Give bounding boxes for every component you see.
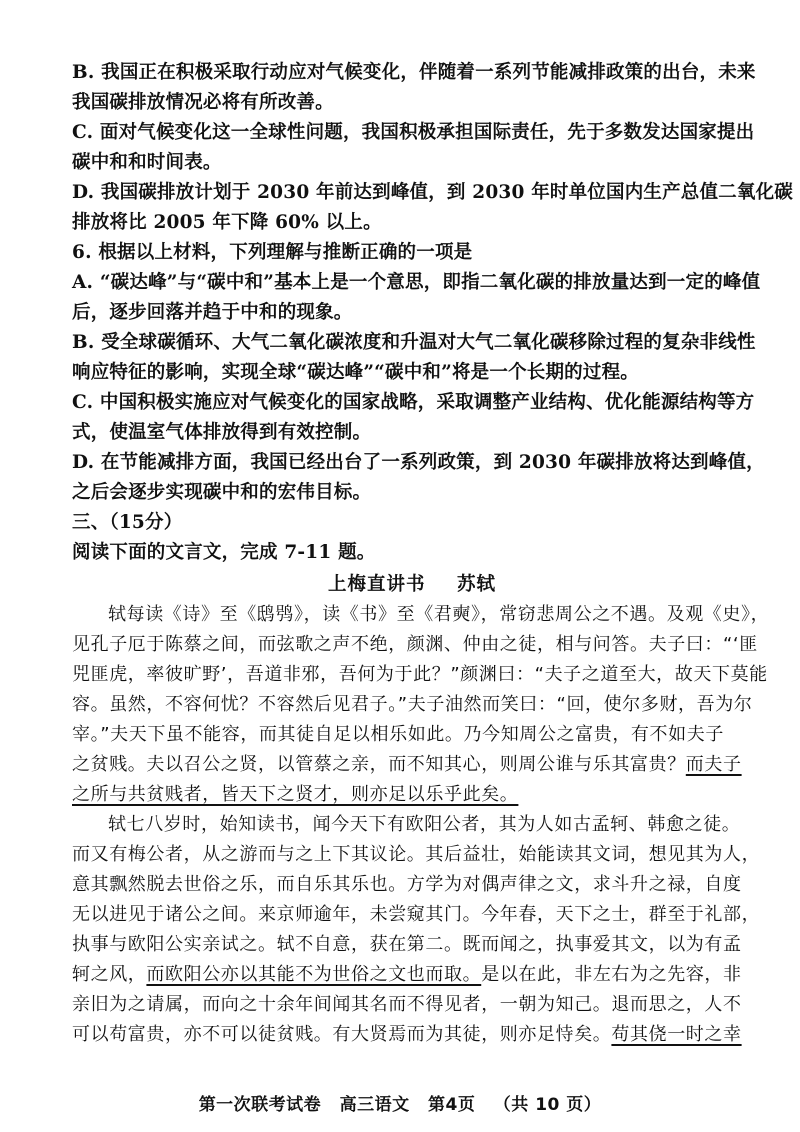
q5-option-line: D. 我国碳排放计划于 2030 年前达到峰值，到 2030 年时单位国内生产总值二氧化碳	[72, 182, 794, 203]
exam-page	[72, 58, 794, 1050]
text-line: 而又有梅公者，从之游而与之上下其议论。其后益壮，始能读其文词，想见其为人，	[72, 844, 761, 865]
q5-options	[72, 58, 794, 238]
text-segment: 之贫贱。夫以召公之贤，以管蔡之亲，而不知其心，则周公谁与乐其富贵？	[72, 754, 686, 775]
q6-option-line: A. “碳达峰”与“碳中和”基本上是一个意思，即指二氧化碳的排放量达到一定的峰值	[72, 272, 761, 293]
text-line: 宰。”夫天下虽不能容，而其徒自足以相乐如此。乃今知周公之富贵，有不如夫子	[72, 724, 724, 745]
text-line: 兕匪虎，率彼旷野’，吾道非邪，吾何为于此？”颜渊曰：“夫子之道至大，故天下莫能	[72, 664, 768, 685]
text-line	[72, 750, 752, 780]
q6-stem: 6. 根据以上材料，下列理解与推断正确的一项是	[72, 242, 473, 263]
underlined-sentence: 苟其侥一时之幸	[611, 1024, 742, 1045]
text-segment: 是以在此，非左右为之先容，非	[481, 964, 742, 985]
text-line: 执事与欧阳公实亲试之。轼不自意，获在第二。既而闻之，执事爱其文，以为有孟	[72, 934, 742, 955]
q6-option-line: 之后会逐步实现碳中和的宏伟目标。	[72, 482, 372, 503]
text-line: 见孔子厄于陈蔡之间，而弦歌之声不绝，颜渊、仲由之徒，相与问答。夫子曰：“‘匪	[72, 634, 758, 655]
footer-subject: 高三语文	[339, 1095, 410, 1115]
text-line: 轼七八岁时，始知读书，闻今天下有欧阳公者，其为人如古孟轲、韩愈之徒。	[108, 814, 741, 835]
q5-option-line: B. 我国正在积极采取行动应对气候变化，伴随着一系列节能减排政策的出台，未来	[72, 62, 756, 83]
text-line: 意其飘然脱去世俗之乐，而自乐其乐也。方学为对偶声律之文，求斗升之禄，自度	[72, 874, 742, 895]
underlined-sentence: 之所与共贫贱者，皆天下之贤才，则亦足以乐乎此矣。	[72, 784, 519, 805]
underlined-sentence: 而欧阳公亦以其能不为世俗之文也而取。	[146, 964, 482, 985]
text-line: 亲旧为之请属，而向之十余年间闻其名而不得见者，一朝为知己。退而思之，人不	[72, 994, 742, 1015]
q5-option-line: 碳中和和时间表。	[72, 152, 222, 173]
essay-title-line	[72, 570, 752, 600]
footer-total: （共 10 页）	[493, 1095, 602, 1115]
page-footer	[0, 1090, 800, 1115]
q5-option-line: C. 面对气候变化这一全球性问题，我国积极承担国际责任，先于多数发达国家提出	[72, 122, 755, 143]
q6-options	[72, 268, 765, 508]
q6-option-line: 后，逐步回落并趋于中和的现象。	[72, 302, 353, 323]
q5-option-line: 我国碳排放情况必将有所改善。	[72, 92, 334, 113]
text-segment: 轲之风，	[72, 964, 147, 985]
section-instruction: 阅读下面的文言文，完成 7-11 题。	[72, 542, 376, 563]
text-line: 容。虽然，不容何忧？不容然后见君子。”夫子油然而笑曰：“回，使尔多财，吾为尔	[72, 694, 753, 715]
q6-option-line: 响应特征的影响，实现全球“碳达峰”“碳中和”将是一个长期的过程。	[72, 362, 639, 383]
text-line	[72, 960, 752, 990]
underlined-sentence: 而夫子	[685, 754, 742, 775]
essay-title: 上梅直讲书	[328, 574, 426, 595]
section-heading: 三、（15分）	[72, 512, 183, 533]
footer-page: 第4页	[428, 1095, 476, 1115]
text-line	[72, 1020, 752, 1050]
text-segment: 可以苟富贵，亦不可以徒贫贱。有大贤焉而为其徒，则亦足恃矣。	[72, 1024, 612, 1045]
text-line	[72, 780, 752, 810]
q6-option-line: D. 在节能减排方面，我国已经出台了一系列政策，到 2030 年碳排放将达到峰值，	[72, 452, 765, 473]
classical-text	[72, 600, 770, 1050]
q6-option-line: 式，使温室气体排放得到有效控制。	[72, 422, 372, 443]
q6-option-line: C. 中国积极实施应对气候变化的国家战略，采取调整产业结构、优化能源结构等方	[72, 392, 755, 413]
q5-option-line: 排放将比 2005 年下降 60% 以上。	[72, 212, 382, 233]
footer-exam: 第一次联考试卷	[198, 1095, 322, 1115]
text-line: 轼每读《诗》至《鸱鸮》，读《书》至《君奭》，常窃悲周公之不遇。及观《史》，	[108, 604, 770, 625]
q6-option-line: B. 受全球碳循环、大气二氧化碳浓度和升温对大气二氧化碳移除过程的复杂非线性	[72, 332, 756, 353]
essay-author: 苏轼	[456, 574, 496, 595]
text-line: 无以进见于诸公之间。来京师逾年，未尝窥其门。今年春，天下之士，群至于礼部，	[72, 904, 761, 925]
